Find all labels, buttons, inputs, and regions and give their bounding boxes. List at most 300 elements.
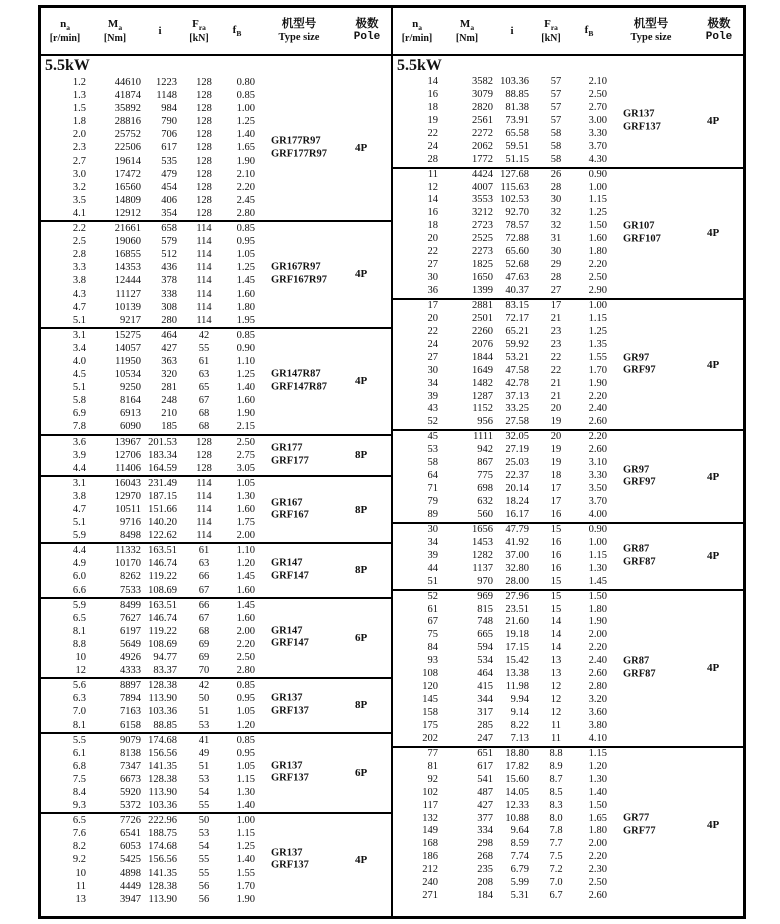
cell-i: 73.91 <box>505 114 529 126</box>
type-size-en: Type size <box>278 31 320 43</box>
table-row <box>41 355 391 368</box>
table-row <box>41 867 391 880</box>
type-size-label <box>271 262 327 287</box>
cell-ma: 6913 <box>120 408 141 420</box>
table-row <box>393 483 743 496</box>
type-size-line2: GRF87 <box>623 556 656 568</box>
cell-i: 210 <box>161 408 177 420</box>
cell-fra: 51 <box>198 706 210 718</box>
cell-na: 3.5 <box>72 194 86 206</box>
cell-fb: 1.00 <box>236 815 255 827</box>
cell-fb: 2.60 <box>588 890 607 902</box>
cell-i: 72.88 <box>505 233 529 245</box>
cell-i: 535 <box>161 155 177 167</box>
cell-na: 8.1 <box>72 719 86 731</box>
pole-label: 4P <box>355 853 368 866</box>
header-row-right <box>393 8 743 56</box>
table-row <box>41 760 391 773</box>
type-size-label <box>623 656 656 681</box>
cell-ma: 41874 <box>114 90 141 102</box>
table-row <box>393 591 743 604</box>
cell-i: 427 <box>161 342 177 354</box>
table-row <box>41 853 391 866</box>
cell-ma: 1111 <box>473 431 493 443</box>
cell-i: 231.49 <box>148 477 177 489</box>
cell-ma: 2273 <box>472 246 493 258</box>
cell-fb: 2.10 <box>588 76 607 87</box>
type-size-line2: GRF147 <box>271 637 309 649</box>
type-size-line2: GRF97 <box>623 364 656 376</box>
cell-i: 280 <box>161 314 177 326</box>
cell-fra: 114 <box>196 275 212 287</box>
na-subscript: a <box>66 23 70 33</box>
cell-na: 6.5 <box>72 815 86 827</box>
group-rows <box>41 436 391 475</box>
cell-na: 6.1 <box>72 747 86 759</box>
cell-na: 8.4 <box>72 786 86 798</box>
cell-i: 37.13 <box>505 390 529 402</box>
cell-na: 28 <box>427 153 438 165</box>
cell-fb: 1.90 <box>588 377 607 389</box>
cell-ma: 2260 <box>472 325 493 337</box>
cell-ma: 698 <box>477 483 493 495</box>
table-row <box>393 115 743 128</box>
type-size-line2: GRF137 <box>271 859 309 871</box>
cell-fra: 16 <box>550 508 562 520</box>
cell-fb: 1.15 <box>588 549 607 561</box>
cell-fb: 3.80 <box>588 719 607 731</box>
cell-i: 15.60 <box>505 773 529 785</box>
cell-na: 64 <box>427 470 438 482</box>
table-half-right <box>393 8 743 916</box>
cell-fra: 50 <box>198 693 210 705</box>
cell-na: 75 <box>427 629 438 641</box>
type-size-line1: GR177 <box>271 442 303 454</box>
table-row <box>393 496 743 509</box>
cell-ma: 6541 <box>120 828 141 840</box>
cell-fra: 30 <box>550 246 562 258</box>
ma-unit: [Nm] <box>103 32 127 44</box>
cell-na: 4.5 <box>72 369 86 381</box>
cell-ma: 5425 <box>120 854 141 866</box>
cell-ma: 298 <box>477 838 493 850</box>
cell-fra: 114 <box>196 504 212 515</box>
cell-i: 354 <box>161 207 177 219</box>
cell-fra: 49 <box>198 747 210 759</box>
pole-label: 6P <box>355 631 368 644</box>
table-row <box>393 102 743 115</box>
cell-fb: 1.30 <box>588 562 607 574</box>
table-row <box>393 246 743 259</box>
cell-ma: 12444 <box>114 275 141 287</box>
cell-i: 222.96 <box>148 815 177 827</box>
cell-fb: 1.10 <box>236 545 255 557</box>
cell-i: 156.56 <box>148 747 177 759</box>
cell-ma: 651 <box>477 747 493 759</box>
cell-fra: 29 <box>550 259 562 271</box>
table-row <box>41 181 391 194</box>
cell-fra: 11 <box>550 719 562 731</box>
table-row <box>41 407 391 420</box>
cell-na: 39 <box>427 390 438 402</box>
cell-fb: 1.45 <box>236 599 255 611</box>
cell-na: 22 <box>427 325 438 337</box>
cell-na: 1.3 <box>72 90 86 102</box>
table-row <box>393 576 743 589</box>
cell-fra: 56 <box>198 880 210 892</box>
cell-fb: 1.80 <box>236 301 255 313</box>
type-size-label <box>271 847 309 872</box>
cell-fb: 1.40 <box>236 382 255 394</box>
gear-group <box>41 222 391 329</box>
cell-fb: 2.50 <box>588 88 607 100</box>
cell-i: 1223 <box>156 77 177 88</box>
fb-subscript: B <box>236 28 242 38</box>
cell-fb: 2.20 <box>588 259 607 271</box>
table-row <box>393 877 743 890</box>
cell-fb: 2.80 <box>236 665 255 677</box>
cell-na: 9.2 <box>72 854 86 866</box>
table-row <box>41 235 391 248</box>
type-size-label <box>271 443 309 468</box>
cell-i: 81.38 <box>505 101 529 113</box>
type-size-label <box>271 558 309 583</box>
cell-i: 103.36 <box>148 800 177 812</box>
table-row <box>41 288 391 301</box>
cell-na: 7.5 <box>72 773 86 785</box>
cell-ma: 44610 <box>114 77 141 88</box>
cell-na: 3.8 <box>72 275 86 287</box>
table-row <box>393 76 743 89</box>
cell-fra: 114 <box>196 314 212 326</box>
cell-ma: 942 <box>477 444 493 456</box>
cell-fra: 19 <box>550 444 562 456</box>
type-size-line1: GR97 <box>623 352 650 364</box>
table-row <box>393 642 743 655</box>
table-row <box>393 524 743 537</box>
cell-na: 20 <box>427 233 438 245</box>
cell-fra: 7.5 <box>549 851 563 863</box>
col-header-i <box>493 25 531 38</box>
table-row <box>41 893 391 906</box>
pole-label: 6P <box>355 766 368 779</box>
table-row <box>41 477 391 490</box>
cell-fra: 7.7 <box>549 838 563 850</box>
cell-fra: 57 <box>550 114 562 126</box>
cell-ma: 2272 <box>472 127 493 139</box>
cell-i: 33.25 <box>505 403 529 415</box>
gear-group <box>41 544 391 598</box>
gear-group <box>41 76 391 222</box>
cell-i: 21.60 <box>505 616 529 628</box>
cell-fra: 69 <box>198 638 210 650</box>
type-size-line1: GR107 <box>623 220 655 232</box>
cell-ma: 12970 <box>114 490 141 502</box>
type-size-line2: GRF137 <box>623 121 661 133</box>
cell-fra: 54 <box>198 841 210 853</box>
cell-na: 27 <box>427 351 438 363</box>
cell-na: 4.3 <box>72 288 86 300</box>
table-row <box>41 747 391 760</box>
cell-fb: 1.25 <box>588 325 607 337</box>
table-row <box>393 616 743 629</box>
type-size-line1: GR97 <box>623 464 650 476</box>
table-row <box>41 773 391 786</box>
type-size-label <box>623 221 661 246</box>
cell-i: 984 <box>161 103 177 115</box>
cell-i: 19.18 <box>505 629 529 641</box>
table-row <box>41 827 391 840</box>
cell-ma: 1650 <box>472 272 493 284</box>
cell-na: 71 <box>427 483 438 495</box>
cell-fra: 114 <box>196 490 212 502</box>
table-row <box>393 339 743 352</box>
table-row <box>41 222 391 235</box>
cell-na: 93 <box>427 655 438 667</box>
cell-fra: 69 <box>198 652 210 664</box>
cell-fra: 51 <box>198 760 210 772</box>
cell-fra: 19 <box>550 416 562 428</box>
cell-fb: 1.25 <box>236 262 255 274</box>
pole-cn: 极数 <box>355 17 379 30</box>
cell-ma: 14809 <box>114 194 141 206</box>
fra-symbol: F <box>192 17 199 30</box>
cell-ma: 8262 <box>120 571 141 583</box>
cell-na: 102 <box>422 786 438 798</box>
cell-fb: 1.90 <box>236 155 255 167</box>
cell-i: 363 <box>161 355 177 367</box>
cell-fra: 128 <box>196 207 212 219</box>
table-row <box>393 707 743 720</box>
cell-fb: 2.70 <box>588 101 607 113</box>
cell-i: 53.21 <box>505 351 529 363</box>
i-symbol: i <box>510 24 514 37</box>
cell-ma: 1772 <box>472 153 493 165</box>
cell-na: 19 <box>427 114 438 126</box>
cell-fb: 4.00 <box>588 508 607 520</box>
fb-symbol: f <box>584 23 589 36</box>
cell-fb: 1.70 <box>236 880 255 892</box>
ma-symbol: M <box>459 17 471 30</box>
cell-fb: 2.00 <box>236 530 255 542</box>
cell-fra: 15 <box>550 575 562 587</box>
type-size-line2: GRF177R97 <box>271 148 327 160</box>
cell-i: 52.68 <box>505 259 529 271</box>
cell-ma: 11950 <box>115 355 141 367</box>
pole-label: 8P <box>355 699 368 712</box>
cell-ma: 534 <box>477 655 493 667</box>
table-row <box>41 436 391 449</box>
cell-i: 156.56 <box>148 854 177 866</box>
cell-ma: 14353 <box>114 262 141 274</box>
cell-na: 3.9 <box>72 449 86 461</box>
pole-label: 8P <box>355 449 368 462</box>
cell-fra: 26 <box>550 168 562 180</box>
cell-fra: 67 <box>198 584 210 596</box>
table-row <box>393 838 743 851</box>
cell-ma: 1152 <box>472 403 493 415</box>
group-rows <box>41 814 391 906</box>
cell-ma: 6197 <box>120 625 141 637</box>
table-row <box>393 655 743 668</box>
cell-fra: 12 <box>550 694 562 706</box>
cell-ma: 9716 <box>120 517 141 529</box>
cell-fra: 8.9 <box>549 760 563 772</box>
cell-fra: 58 <box>550 153 562 165</box>
cell-fra: 61 <box>198 545 210 557</box>
cell-i: 141.35 <box>148 760 177 772</box>
cell-fra: 12 <box>550 681 562 693</box>
cell-i: 151.66 <box>148 504 177 515</box>
cell-i: 18.80 <box>505 747 529 759</box>
cell-fra: 23 <box>550 338 562 350</box>
cell-fb: 1.15 <box>588 747 607 759</box>
cell-fra: 128 <box>196 155 212 167</box>
cell-i: 47.58 <box>505 364 529 376</box>
cell-ma: 3079 <box>472 88 493 100</box>
cell-na: 6.9 <box>72 408 86 420</box>
type-size-line2: GRF147R87 <box>271 381 327 393</box>
cell-fb: 1.30 <box>588 773 607 785</box>
cell-fra: 128 <box>196 129 212 141</box>
cell-fra: 7.2 <box>549 864 563 876</box>
cell-fra: 20 <box>550 403 562 415</box>
cell-ma: 16560 <box>114 181 141 193</box>
pole-cn: 极数 <box>707 17 731 30</box>
cell-fra: 22 <box>550 351 562 363</box>
type-size-label <box>271 497 309 522</box>
cell-na: 186 <box>422 851 438 863</box>
spec-table <box>38 5 746 919</box>
cell-i: 113.90 <box>148 893 177 905</box>
table-row <box>393 259 743 272</box>
cell-i: 5.99 <box>510 877 529 889</box>
cell-fb: 1.65 <box>236 142 255 154</box>
cell-na: 4.9 <box>72 558 86 570</box>
table-row <box>41 261 391 274</box>
cell-fb: 0.95 <box>236 236 255 248</box>
cell-na: 4.7 <box>72 504 86 515</box>
cell-na: 8.1 <box>72 625 86 637</box>
table-row <box>393 128 743 141</box>
cell-fb: 1.50 <box>588 799 607 811</box>
cell-fra: 53 <box>198 828 210 840</box>
table-row <box>41 557 391 570</box>
cell-i: 65.60 <box>505 246 529 258</box>
cell-ma: 4449 <box>120 880 141 892</box>
cell-i: 47.79 <box>505 523 529 535</box>
cell-na: 18 <box>427 220 438 232</box>
cell-i: 59.92 <box>505 338 529 350</box>
table-row <box>393 182 743 195</box>
cell-na: 5.9 <box>72 599 86 611</box>
cell-fb: 4.30 <box>588 153 607 165</box>
cell-i: 103.36 <box>148 706 177 718</box>
cell-i: 454 <box>161 181 177 193</box>
cell-fb: 2.50 <box>236 436 255 448</box>
cell-fra: 114 <box>196 477 212 489</box>
cell-fra: 21 <box>550 312 562 324</box>
cell-ma: 35892 <box>114 103 141 115</box>
cell-fra: 114 <box>196 262 212 274</box>
cell-na: 9.3 <box>72 800 86 812</box>
table-row <box>393 391 743 404</box>
cell-na: 16 <box>427 88 438 100</box>
type-size-label <box>623 352 656 377</box>
table-row <box>393 365 743 378</box>
cell-fb: 1.00 <box>236 103 255 115</box>
cell-ma: 7533 <box>120 584 141 596</box>
cell-fra: 128 <box>196 116 212 128</box>
cell-ma: 1825 <box>472 259 493 271</box>
cell-i: 579 <box>161 236 177 248</box>
cell-i: 65.21 <box>505 325 529 337</box>
cell-fb: 1.00 <box>588 181 607 193</box>
cell-fra: 17 <box>550 299 562 311</box>
pole-label: 4P <box>355 142 368 155</box>
cell-ma: 28816 <box>114 116 141 128</box>
section-title-right: 5.5kW <box>397 57 442 74</box>
cell-fb: 1.70 <box>588 364 607 376</box>
cell-i: 15.42 <box>505 655 529 667</box>
ma-symbol: M <box>107 17 119 30</box>
cell-ma: 11406 <box>115 462 141 474</box>
type-size-line2: GRF167R97 <box>271 274 327 286</box>
cell-i: 102.53 <box>500 194 529 206</box>
pole-label: 4P <box>707 115 720 128</box>
cell-fb: 1.05 <box>236 760 255 772</box>
type-size-label <box>623 813 656 838</box>
cell-ma: 594 <box>477 642 493 654</box>
cell-fb: 1.60 <box>236 584 255 596</box>
cell-i: 464 <box>161 329 177 341</box>
cell-ma: 1282 <box>472 549 493 561</box>
cell-ma: 15275 <box>114 329 141 341</box>
cell-ma: 2881 <box>472 299 493 311</box>
na-symbol: n <box>412 17 419 30</box>
cell-ma: 235 <box>477 864 493 876</box>
cell-fra: 68 <box>198 408 210 420</box>
table-row <box>41 301 391 314</box>
pole-label: 4P <box>707 662 720 675</box>
cell-na: 18 <box>427 101 438 113</box>
gear-group <box>41 436 391 477</box>
cell-fra: 53 <box>198 773 210 785</box>
cell-na: 240 <box>422 877 438 889</box>
cell-fra: 13 <box>550 668 562 680</box>
cell-fra: 68 <box>198 625 210 637</box>
type-size-line2: GRF137 <box>271 772 309 784</box>
cell-fra: 54 <box>198 786 210 798</box>
table-row <box>41 734 391 747</box>
cell-ma: 2723 <box>472 220 493 232</box>
cell-fra: 65 <box>198 382 210 394</box>
cell-na: 4.0 <box>72 355 86 367</box>
cell-fra: 128 <box>196 90 212 102</box>
cell-i: 22.37 <box>505 470 529 482</box>
cell-fb: 1.05 <box>236 477 255 489</box>
cell-fb: 3.20 <box>588 694 607 706</box>
cell-i: 83.15 <box>505 299 529 311</box>
cell-ma: 9079 <box>120 734 141 746</box>
cell-ma: 2525 <box>472 233 493 245</box>
cell-na: 4.4 <box>72 462 86 474</box>
ma-subscript: a <box>470 23 475 33</box>
table-row <box>393 285 743 298</box>
table-row <box>41 679 391 692</box>
cell-ma: 8498 <box>120 530 141 542</box>
cell-na: 5.1 <box>72 517 86 529</box>
